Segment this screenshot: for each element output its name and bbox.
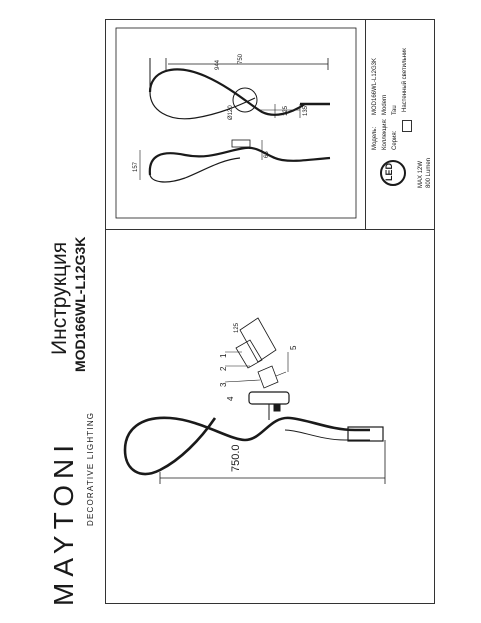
- spec-lumen: 800 Lumen: [426, 157, 432, 188]
- dim-157: 157: [133, 161, 139, 172]
- brand-logo: MAYTONI: [48, 439, 79, 606]
- dim-diameter: Ø120: [228, 105, 234, 120]
- callout-4: 4: [226, 396, 235, 401]
- spec-series-value: Tau: [392, 105, 398, 115]
- dimension-length: 750.0: [230, 444, 242, 472]
- spec-power: MAX 12W: [418, 160, 424, 188]
- spec-collection-value: Modern: [382, 94, 388, 115]
- led-label: LED: [384, 163, 394, 181]
- dimension-125: 125: [234, 322, 240, 333]
- callout-2: 2: [219, 366, 228, 371]
- spec-model-key: Модель:: [372, 126, 378, 150]
- spec-series-key: Серия:: [392, 130, 398, 150]
- callout-5: 5: [289, 345, 298, 350]
- model-subtitle: MOD166WL-L12G3K: [72, 236, 88, 372]
- dim-65: 65: [264, 151, 270, 158]
- spec-type: Настенный светильник: [402, 48, 408, 112]
- dim-750: 750: [238, 53, 244, 64]
- dim-135: 135: [303, 105, 309, 116]
- brand-tagline: DECORATIVE LIGHTING: [86, 411, 95, 526]
- callout-1: 1: [219, 353, 228, 358]
- page-title: Инструкция: [48, 241, 71, 355]
- spec-model-value: MOD166WL-L12G3K: [372, 57, 378, 115]
- callout-3: 3: [219, 382, 228, 387]
- spec-collection-key: Коллекция:: [382, 118, 388, 150]
- wall-lamp-icon: [402, 120, 412, 132]
- dim-944: 944: [215, 59, 221, 70]
- dim-125: 125: [283, 105, 289, 116]
